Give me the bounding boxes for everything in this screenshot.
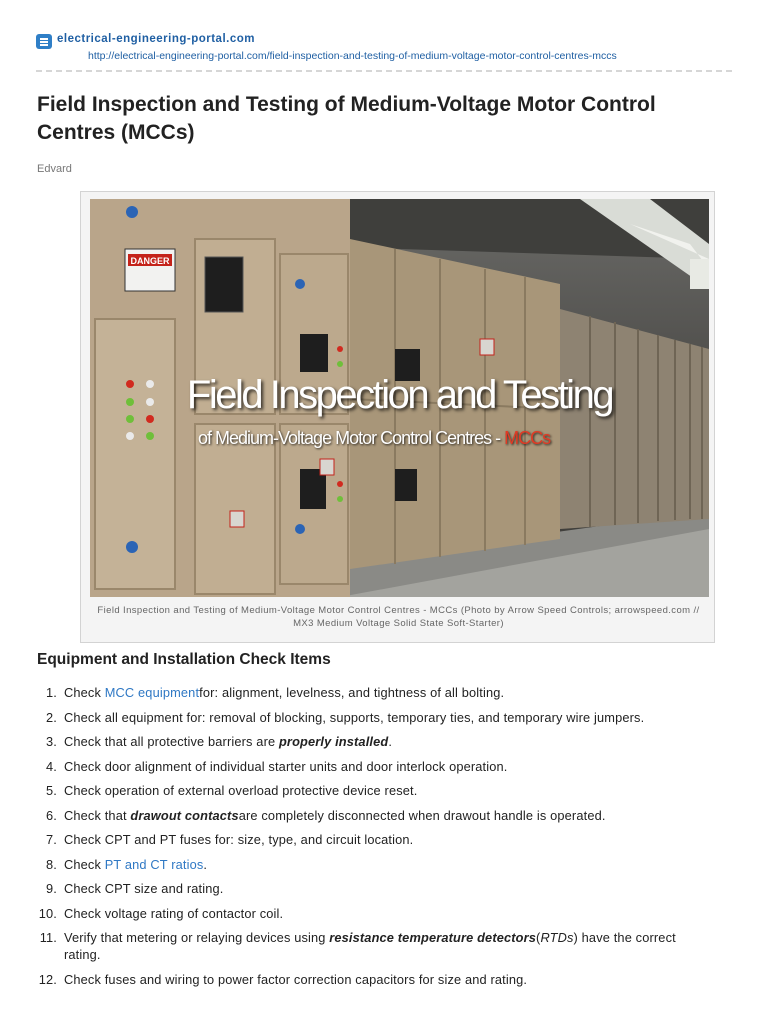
check-item-text: Check operation of external overload protective device reset. [64, 783, 418, 798]
overlay-subtitle-highlight: MCCs [504, 428, 551, 448]
overlay-subtitle-text: of Medium-Voltage Motor Control Centres - [198, 428, 505, 448]
check-item-text: Check CPT and PT fuses for: size, type, and circuit location. [64, 832, 414, 847]
check-item-number: 10. [38, 905, 57, 921]
check-item-text: ) have the correct rating. [64, 930, 676, 962]
figure-caption: Field Inspection and Testing of Medium-Voltage Motor Control Centres - MCCs (Photo by Arrow Speed Controls; arrowspeed.com // MX3 Medium Voltage Solid State Soft-Starter) [97, 605, 700, 629]
check-item-number: 5. [46, 783, 57, 798]
figure-overlay-subtitle [198, 428, 550, 449]
check-item-text: Check all equipment for: removal of blocking, supports, temporary ties, and temporary wire jumpers. [64, 709, 645, 725]
check-item-text: Check [64, 685, 105, 700]
check-item-text: Check CPT size and rating. [64, 881, 224, 896]
check-item [0, 733, 704, 750]
check-item-text: Check [64, 856, 105, 872]
check-item-text: for: alignment, levelness, and tightness of all bolting. [199, 685, 505, 700]
check-item-number: 6. [46, 807, 57, 823]
check-item-link[interactable]: PT and CT ratios [104, 856, 204, 872]
check-items-list [0, 684, 768, 995]
check-item-text: . [388, 734, 393, 749]
check-item [0, 831, 704, 848]
check-item-text: Check voltage rating of contactor coil. [64, 905, 284, 921]
check-item-number: 3. [46, 734, 57, 749]
check-item [0, 971, 704, 988]
check-item [0, 709, 704, 726]
check-item-number: 11. [39, 930, 57, 945]
check-item-text: Check that all protective barriers are [64, 734, 279, 749]
check-item-number: 12. [38, 971, 57, 987]
check-item [0, 684, 704, 701]
danger-label-text: DANGER [130, 256, 170, 266]
section-heading: Equipment and Installation Check Items [37, 651, 331, 668]
check-item-number: 7. [46, 832, 57, 847]
check-item-emphasis: properly installed [278, 734, 389, 749]
check-item [0, 929, 704, 963]
check-item [0, 782, 704, 799]
check-item-text: are completely disconnected when drawout handle is operated. [238, 807, 606, 823]
check-item-number: 4. [46, 758, 57, 774]
check-item [0, 807, 704, 824]
check-item [0, 880, 704, 897]
source-url[interactable]: http://electrical-engineering-portal.com/field-inspection-and-testing-of-medium-voltage-motor-control-centres-mccs [88, 50, 617, 62]
source-site[interactable]: electrical-engineering-portal.com [57, 33, 255, 45]
check-item-text: Verify that metering or relaying devices using [64, 930, 330, 945]
check-item-number: 8. [46, 856, 57, 872]
check-item-number: 9. [46, 881, 57, 896]
check-item-text: . [203, 856, 208, 872]
check-item-link[interactable]: MCC equipment [104, 685, 200, 700]
header-divider [36, 70, 732, 72]
check-item [0, 856, 704, 873]
figure-overlay-title: Field Inspection and Testing [186, 373, 613, 417]
document-icon [36, 34, 52, 49]
check-item-text: ( [536, 930, 541, 945]
check-item-text: Check door alignment of individual starter units and door interlock operation. [64, 758, 508, 774]
article-figure [80, 191, 715, 643]
check-item-text: Check that [64, 807, 131, 823]
check-item-number: 2. [46, 709, 57, 725]
article-title: Field Inspection and Testing of Medium-Voltage Motor Control Centres (MCCs) [37, 93, 656, 144]
check-item-number: 1. [46, 685, 57, 700]
check-item-emphasis: drawout contacts [130, 807, 239, 823]
check-item-text: Check fuses and wiring to power factor correction capacitors for size and rating. [64, 971, 528, 987]
article-author: Edvard [37, 163, 72, 175]
mcc-photo [90, 199, 709, 597]
check-item [0, 758, 704, 775]
check-item [0, 905, 704, 922]
check-item-italic: RTDs [540, 930, 574, 945]
check-item-emphasis: resistance temperature detectors [329, 930, 537, 945]
